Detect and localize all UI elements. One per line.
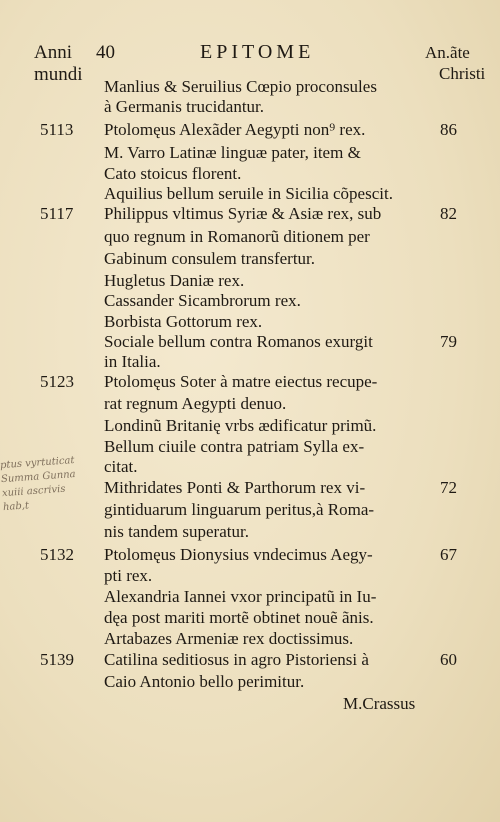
text-line: Ptolomęus Soter à matre eiectus recupe- bbox=[104, 372, 378, 391]
text-line: Catilina seditiosus in agro Pistoriensi à bbox=[104, 650, 369, 669]
text-line: gintiduarum linguarum peritus,à Roma- bbox=[104, 500, 375, 519]
text-line: Philippus vltimus Syriæ & Asiæ rex, sub bbox=[104, 204, 382, 223]
ante-label: An.ãte bbox=[425, 43, 470, 62]
text-line: Alexandria Iannei vxor principatũ in Iu- bbox=[104, 587, 377, 606]
ante-christi-number: 79 bbox=[440, 332, 457, 351]
ante-christi-number: 60 bbox=[440, 650, 457, 669]
text-line: Bellum ciuile contra patriam Sylla ex- bbox=[104, 437, 365, 456]
text-line: dęa post mariti mortẽ obtinet nouẽ ãnis. bbox=[104, 608, 374, 627]
year-marker: 5123 bbox=[40, 372, 74, 391]
text-line: M. Varro Latinæ linguæ pater, item & bbox=[104, 143, 361, 162]
catchword: M.Crassus bbox=[343, 694, 416, 713]
ante-christi-number: 67 bbox=[440, 545, 457, 564]
text-line: pti rex. bbox=[104, 566, 153, 585]
text-line: in Italia. bbox=[104, 352, 161, 371]
handwritten-marginal-note: ptus vyrtuticat Summa Gunna xuiii ascrivis hab,t bbox=[0, 455, 76, 514]
running-head-anni-mundi bbox=[34, 42, 83, 86]
mundi-label: mundi bbox=[34, 64, 83, 85]
text-line: Londinũ Britanię vrbs ædificatur primũ. bbox=[104, 416, 377, 435]
year-marker: 5117 bbox=[40, 204, 74, 223]
text-line: Hugletus Daniæ rex. bbox=[104, 271, 245, 290]
ante-christi-number: 82 bbox=[440, 204, 457, 223]
year-marker: 5139 bbox=[40, 650, 74, 669]
ante-christi-number: 72 bbox=[440, 478, 457, 497]
text-line: Ptolomęus Dionysius vndecimus Aegy- bbox=[104, 545, 373, 564]
text-line: Ptolomęus Alexãder Aegypti non⁹ rex. bbox=[104, 120, 366, 139]
ante-christi-number: 86 bbox=[440, 120, 457, 139]
text-line: citat. bbox=[104, 457, 138, 476]
text-line: Manlius & Seruilius Cœpio proconsules bbox=[104, 77, 377, 96]
text-line: Borbista Gottorum rex. bbox=[104, 312, 263, 331]
page-number: 40 bbox=[96, 42, 115, 63]
christi-label: Christi bbox=[439, 64, 486, 83]
year-marker: 5132 bbox=[40, 545, 74, 564]
text-line: Artabazes Armeniæ rex doctissimus. bbox=[104, 629, 354, 648]
text-line: à Germanis trucidantur. bbox=[104, 97, 265, 116]
text-line: Caio Antonio bello perimitur. bbox=[104, 672, 305, 691]
text-line: Gabinum consulem transfertur. bbox=[104, 249, 316, 268]
text-line: rat regnum Aegypti denuo. bbox=[104, 394, 287, 413]
text-line: Aquilius bellum seruile in Sicilia cõpescit. bbox=[104, 184, 393, 203]
year-marker: 5113 bbox=[40, 120, 74, 139]
text-line: quo regnum in Romanorũ ditionem per bbox=[104, 227, 370, 246]
text-line: Mithridates Ponti & Parthorum rex vi- bbox=[104, 478, 366, 497]
text-line: nis tandem superatur. bbox=[104, 522, 249, 541]
page-title: EPITOME bbox=[200, 41, 315, 63]
text-line: Cato stoicus florent. bbox=[104, 164, 242, 183]
text-line: Cassander Sicambrorum rex. bbox=[104, 291, 301, 310]
anni-label: Anni bbox=[34, 42, 72, 63]
text-line: Sociale bellum contra Romanos exurgit bbox=[104, 332, 373, 351]
